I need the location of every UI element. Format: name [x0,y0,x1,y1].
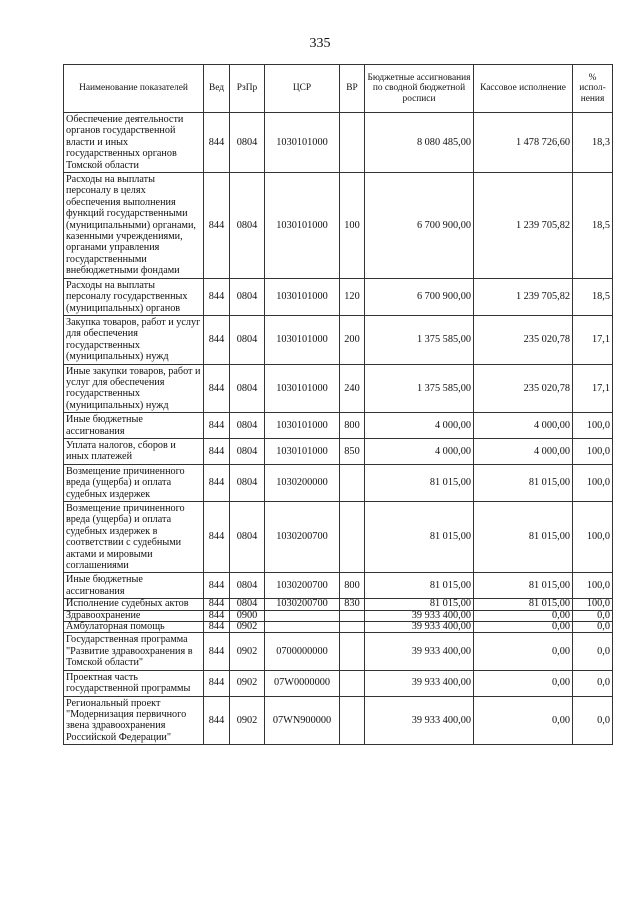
cell-ved: 844 [204,502,230,573]
cell-assignments: 4 000,00 [365,413,474,439]
table-row [64,364,613,413]
cell-cash-execution: 81 015,00 [474,573,573,599]
cell-vr: 120 [340,278,365,315]
cell-ved: 844 [204,413,230,439]
cell-execution-percent: 18,5 [573,173,613,279]
cell-vr: 240 [340,364,365,413]
cell-csr: 07W0000000 [265,670,340,696]
cell-csr: 07WN900000 [265,696,340,745]
cell-ved: 844 [204,599,230,610]
cell-cash-execution: 0,00 [474,670,573,696]
table-row [64,502,613,573]
cell-rzpr: 0804 [230,413,265,439]
cell-name: Иные закупки товаров, работ и услуг для обеспечения государственных (муниципальных) нужд [64,364,204,413]
cell-rzpr: 0804 [230,364,265,413]
cell-ved: 844 [204,573,230,599]
table-row [64,113,613,173]
cell-execution-percent: 100,0 [573,464,613,501]
table-row [64,573,613,599]
header-execution-percent: % испол-нения [573,65,613,113]
header-rzpr: РзПр [230,65,265,113]
cell-vr: 830 [340,599,365,610]
table-row [64,413,613,439]
cell-csr: 1030101000 [265,413,340,439]
cell-rzpr: 0804 [230,278,265,315]
cell-rzpr: 0804 [230,573,265,599]
cell-ved: 844 [204,113,230,173]
cell-assignments: 6 700 900,00 [365,173,474,279]
cell-name: Региональный проект "Модернизация первичного звена здравоохранения Российской Федерации" [64,696,204,745]
cell-execution-percent: 0,0 [573,633,613,670]
cell-vr [340,633,365,670]
cell-rzpr: 0804 [230,599,265,610]
cell-vr [340,464,365,501]
cell-execution-percent: 0,0 [573,696,613,745]
cell-vr: 800 [340,413,365,439]
cell-assignments: 81 015,00 [365,502,474,573]
cell-rzpr: 0900 [230,610,265,621]
cell-execution-percent: 0,0 [573,670,613,696]
cell-execution-percent: 18,3 [573,113,613,173]
cell-ved: 844 [204,278,230,315]
cell-name: Обеспечение деятельности органов государственной власти и иных государственных органов Томской области [64,113,204,173]
cell-csr: 1030200700 [265,502,340,573]
table-row [64,670,613,696]
cell-cash-execution: 4 000,00 [474,438,573,464]
cell-ved: 844 [204,464,230,501]
cell-assignments: 81 015,00 [365,599,474,610]
cell-cash-execution: 1 239 705,82 [474,173,573,279]
cell-name: Расходы на выплаты персоналу государственных (муниципальных) органов [64,278,204,315]
table-row [64,278,613,315]
cell-name: Расходы на выплаты персоналу в целях обеспечения выполнения функций государственными (муниципальными) органами, казенными учреждениями, органами управления государственными внебюджетными фондами [64,173,204,279]
cell-csr: 1030101000 [265,438,340,464]
header-cash-execution: Кассовое исполнение [474,65,573,113]
cell-cash-execution: 81 015,00 [474,599,573,610]
cell-assignments: 39 933 400,00 [365,622,474,633]
table-row [64,315,613,364]
cell-name: Амбулаторная помощь [64,622,204,633]
table-row [64,173,613,279]
cell-execution-percent: 100,0 [573,573,613,599]
cell-vr: 200 [340,315,365,364]
cell-execution-percent: 100,0 [573,438,613,464]
cell-ved: 844 [204,696,230,745]
cell-csr: 1030200700 [265,573,340,599]
cell-ved: 844 [204,438,230,464]
cell-execution-percent: 0,0 [573,622,613,633]
cell-name: Возмещение причиненного вреда (ущерба) и оплата судебных издержек [64,464,204,501]
cell-vr: 100 [340,173,365,279]
table-row [64,696,613,745]
cell-rzpr: 0902 [230,633,265,670]
cell-csr: 1030101000 [265,364,340,413]
cell-vr: 850 [340,438,365,464]
cell-ved: 844 [204,622,230,633]
cell-ved: 844 [204,670,230,696]
cell-execution-percent: 100,0 [573,599,613,610]
cell-execution-percent: 17,1 [573,364,613,413]
cell-vr [340,622,365,633]
cell-ved: 844 [204,633,230,670]
cell-cash-execution: 0,00 [474,633,573,670]
cell-cash-execution: 0,00 [474,622,573,633]
cell-name: Уплата налогов, сборов и иных платежей [64,438,204,464]
cell-name: Закупка товаров, работ и услуг для обеспечения государственных (муниципальных) нужд [64,315,204,364]
cell-csr [265,610,340,621]
cell-vr [340,696,365,745]
cell-csr: 1030101000 [265,173,340,279]
table-row [64,438,613,464]
table-row [64,610,613,621]
header-csr: ЦСР [265,65,340,113]
table-row [64,622,613,633]
cell-assignments: 8 080 485,00 [365,113,474,173]
cell-ved: 844 [204,610,230,621]
cell-assignments: 81 015,00 [365,573,474,599]
cell-assignments: 39 933 400,00 [365,670,474,696]
cell-name: Государственная программа "Развитие здравоохранения в Томской области" [64,633,204,670]
budget-execution-table [63,64,613,745]
cell-assignments: 39 933 400,00 [365,696,474,745]
cell-name: Возмещение причиненного вреда (ущерба) и оплата судебных издержек в соответствии с судебными актами и мировыми соглашениями [64,502,204,573]
cell-cash-execution: 4 000,00 [474,413,573,439]
cell-csr: 1030101000 [265,315,340,364]
cell-ved: 844 [204,364,230,413]
cell-csr [265,622,340,633]
cell-assignments: 1 375 585,00 [365,364,474,413]
cell-assignments: 39 933 400,00 [365,633,474,670]
cell-vr [340,113,365,173]
cell-rzpr: 0804 [230,173,265,279]
cell-name: Иные бюджетные ассигнования [64,573,204,599]
cell-rzpr: 0902 [230,622,265,633]
cell-vr [340,610,365,621]
cell-csr: 1030200000 [265,464,340,501]
cell-cash-execution: 0,00 [474,610,573,621]
cell-name: Проектная часть государственной программы [64,670,204,696]
cell-cash-execution: 1 239 705,82 [474,278,573,315]
cell-rzpr: 0804 [230,464,265,501]
table-row [64,599,613,610]
cell-execution-percent: 17,1 [573,315,613,364]
cell-execution-percent: 0,0 [573,610,613,621]
cell-execution-percent: 18,5 [573,278,613,315]
table-row [64,464,613,501]
cell-rzpr: 0804 [230,315,265,364]
cell-rzpr: 0804 [230,502,265,573]
cell-assignments: 1 375 585,00 [365,315,474,364]
cell-rzpr: 0902 [230,696,265,745]
cell-csr: 1030200700 [265,599,340,610]
cell-cash-execution: 1 478 726,60 [474,113,573,173]
cell-assignments: 4 000,00 [365,438,474,464]
cell-cash-execution: 81 015,00 [474,502,573,573]
cell-name: Здравоохранение [64,610,204,621]
cell-assignments: 6 700 900,00 [365,278,474,315]
cell-cash-execution: 0,00 [474,696,573,745]
table-header-row [64,65,613,113]
cell-name: Исполнение судебных актов [64,599,204,610]
cell-assignments: 39 933 400,00 [365,610,474,621]
cell-csr: 1030101000 [265,278,340,315]
cell-cash-execution: 81 015,00 [474,464,573,501]
header-vr: ВР [340,65,365,113]
cell-name: Иные бюджетные ассигнования [64,413,204,439]
cell-ved: 844 [204,173,230,279]
page-number: 335 [309,36,331,51]
header-name: Наименование показателей [64,65,204,113]
header-ved: Вед [204,65,230,113]
cell-csr: 1030101000 [265,113,340,173]
cell-cash-execution: 235 020,78 [474,364,573,413]
cell-vr [340,502,365,573]
cell-rzpr: 0902 [230,670,265,696]
cell-execution-percent: 100,0 [573,502,613,573]
cell-rzpr: 0804 [230,438,265,464]
cell-cash-execution: 235 020,78 [474,315,573,364]
table-body [64,113,613,745]
cell-csr: 0700000000 [265,633,340,670]
cell-assignments: 81 015,00 [365,464,474,501]
cell-vr: 800 [340,573,365,599]
cell-ved: 844 [204,315,230,364]
cell-rzpr: 0804 [230,113,265,173]
cell-execution-percent: 100,0 [573,413,613,439]
table-row [64,633,613,670]
header-assignments: Бюджетные ассигнования по сводной бюджетной росписи [365,65,474,113]
cell-vr [340,670,365,696]
